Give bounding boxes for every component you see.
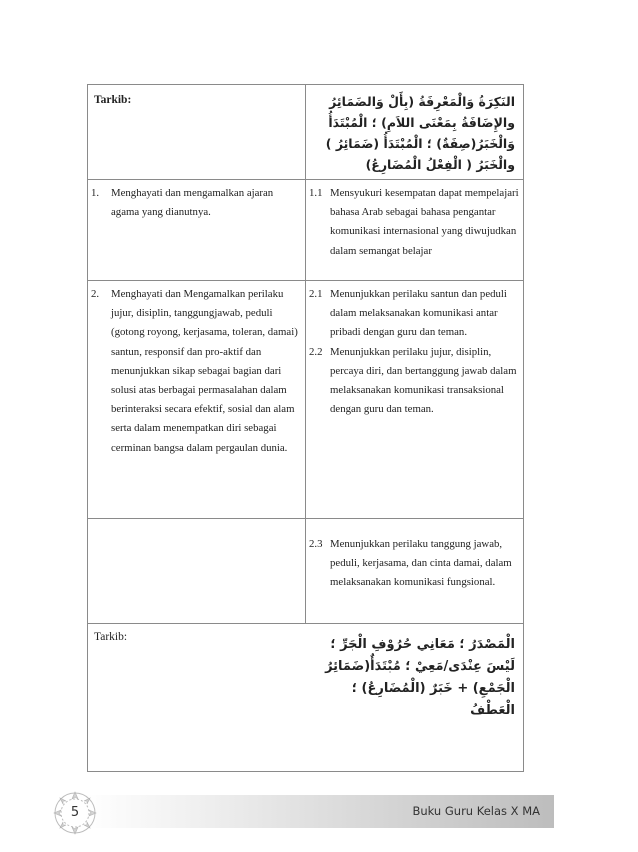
arabic-line: الْمَصْدَرُ ؛ مَعَانِي حُرُوْفِ الْجَرِّ ؛ (330, 637, 515, 652)
table-row (88, 624, 524, 772)
page-number-badge (52, 790, 98, 836)
item-text: Menunjukkan perilaku jujur, disiplin, percaya diri, dan bertanggung jawab dalam melaksanakan komunikasi transaksional dengan guru dan teman. (330, 345, 517, 416)
arabic-line: الْجَمْعِ) + خَبَرٌ (الْمُضَارِعُ) ؛ (351, 681, 515, 696)
item-number: 2.3 (309, 538, 323, 550)
arabic-text (306, 85, 523, 179)
arabic-line: والإِضَافَةُ بِمَعْنَى اللاَمِ) ؛ الْمُبْتَدَأُ (328, 115, 515, 130)
arabic-line: لَيْسَ عِنْدَى/مَعِيْ ؛ مُبْتَدَأٌ(ضَمَائِرُ (325, 659, 515, 674)
core-competency-cell (88, 180, 306, 281)
item-number: 2. (91, 288, 100, 300)
item-text: Menunjukkan perilaku tanggung jawab, peduli, kerjasama, dan cinta damai, dalam melaksanakan komunikasi fungsional. (330, 538, 512, 589)
basic-competency-cell (306, 180, 524, 281)
table-row (88, 281, 524, 519)
basic-competency-item (306, 343, 523, 420)
arabic-line: والْخَبَرُ ( الْفِعْلُ الْمُضَارِعُ) (365, 157, 515, 172)
core-competency-item (88, 281, 305, 458)
competency-table (87, 84, 524, 772)
arabic-line: النَكِرَةُ وَالْمَعْرِفَةُ (بِأَلْ وَالضَمَائِرُ (329, 94, 515, 109)
core-competency-cell (88, 281, 306, 519)
book-title: Buku Guru Kelas X MA (412, 804, 540, 818)
item-number: 1. (91, 187, 100, 199)
arabic-text (306, 624, 524, 726)
item-number: 2.1 (309, 288, 323, 300)
item-text: Menghayati dan mengamalkan ajaran agama yang dianutnya. (111, 187, 274, 219)
tarkib-label-cell (88, 624, 306, 772)
basic-competency-cell (306, 281, 524, 519)
item-text: Menghayati dan Mengamalkan perilaku jujur, disiplin, tanggungjawab, peduli (gotong royong, kerjasama, toleran, damai) santun, responsif dan pro-aktif dan menunjukkan sikap sebagai bagian dari solusi atas berbagai permasalahan dalam berinteraksi secara efektif, sosial dan alam serta dalam menempatkan diri sebagai cerminan bangsa dalam pergaulan dunia. (111, 288, 298, 454)
tarkib-label: Tarkib: (94, 631, 128, 643)
table-row (88, 519, 524, 624)
item-text: Mensyukuri kesempatan dapat mempelajari bahasa Arab sebagai bahasa pengantar komunikasi internasional yang diwujudkan dalam semangat belajar (330, 187, 519, 257)
arabic-cell (306, 624, 524, 772)
arabic-cell (306, 85, 524, 180)
basic-competency-item (306, 180, 523, 261)
footer-bar (84, 795, 554, 828)
core-competency-item (88, 180, 305, 222)
basic-competency-item (306, 519, 523, 593)
basic-competency-cell (306, 519, 524, 624)
item-text: Menunjukkan perilaku santun dan peduli dalam melaksanakan komunikasi antar pribadi dengan guru dan teman. (330, 288, 507, 339)
arabic-line: وَالْخَبَرُ(صِفَةٌ) ؛ الْمُبْتَدَأُ (ضَمَائِرُ ) (325, 136, 515, 151)
page-number: 5 (70, 805, 80, 820)
tarkib-label: Tarkib: (94, 94, 132, 106)
tarkib-label-cell (88, 85, 306, 180)
basic-competency-item (306, 281, 523, 343)
arabic-line: الْعَطْفُ (470, 703, 515, 718)
empty-cell (88, 519, 306, 624)
item-number: 2.2 (309, 345, 323, 358)
item-number: 1.1 (309, 187, 323, 199)
table-row (88, 85, 524, 180)
table-row (88, 180, 524, 281)
